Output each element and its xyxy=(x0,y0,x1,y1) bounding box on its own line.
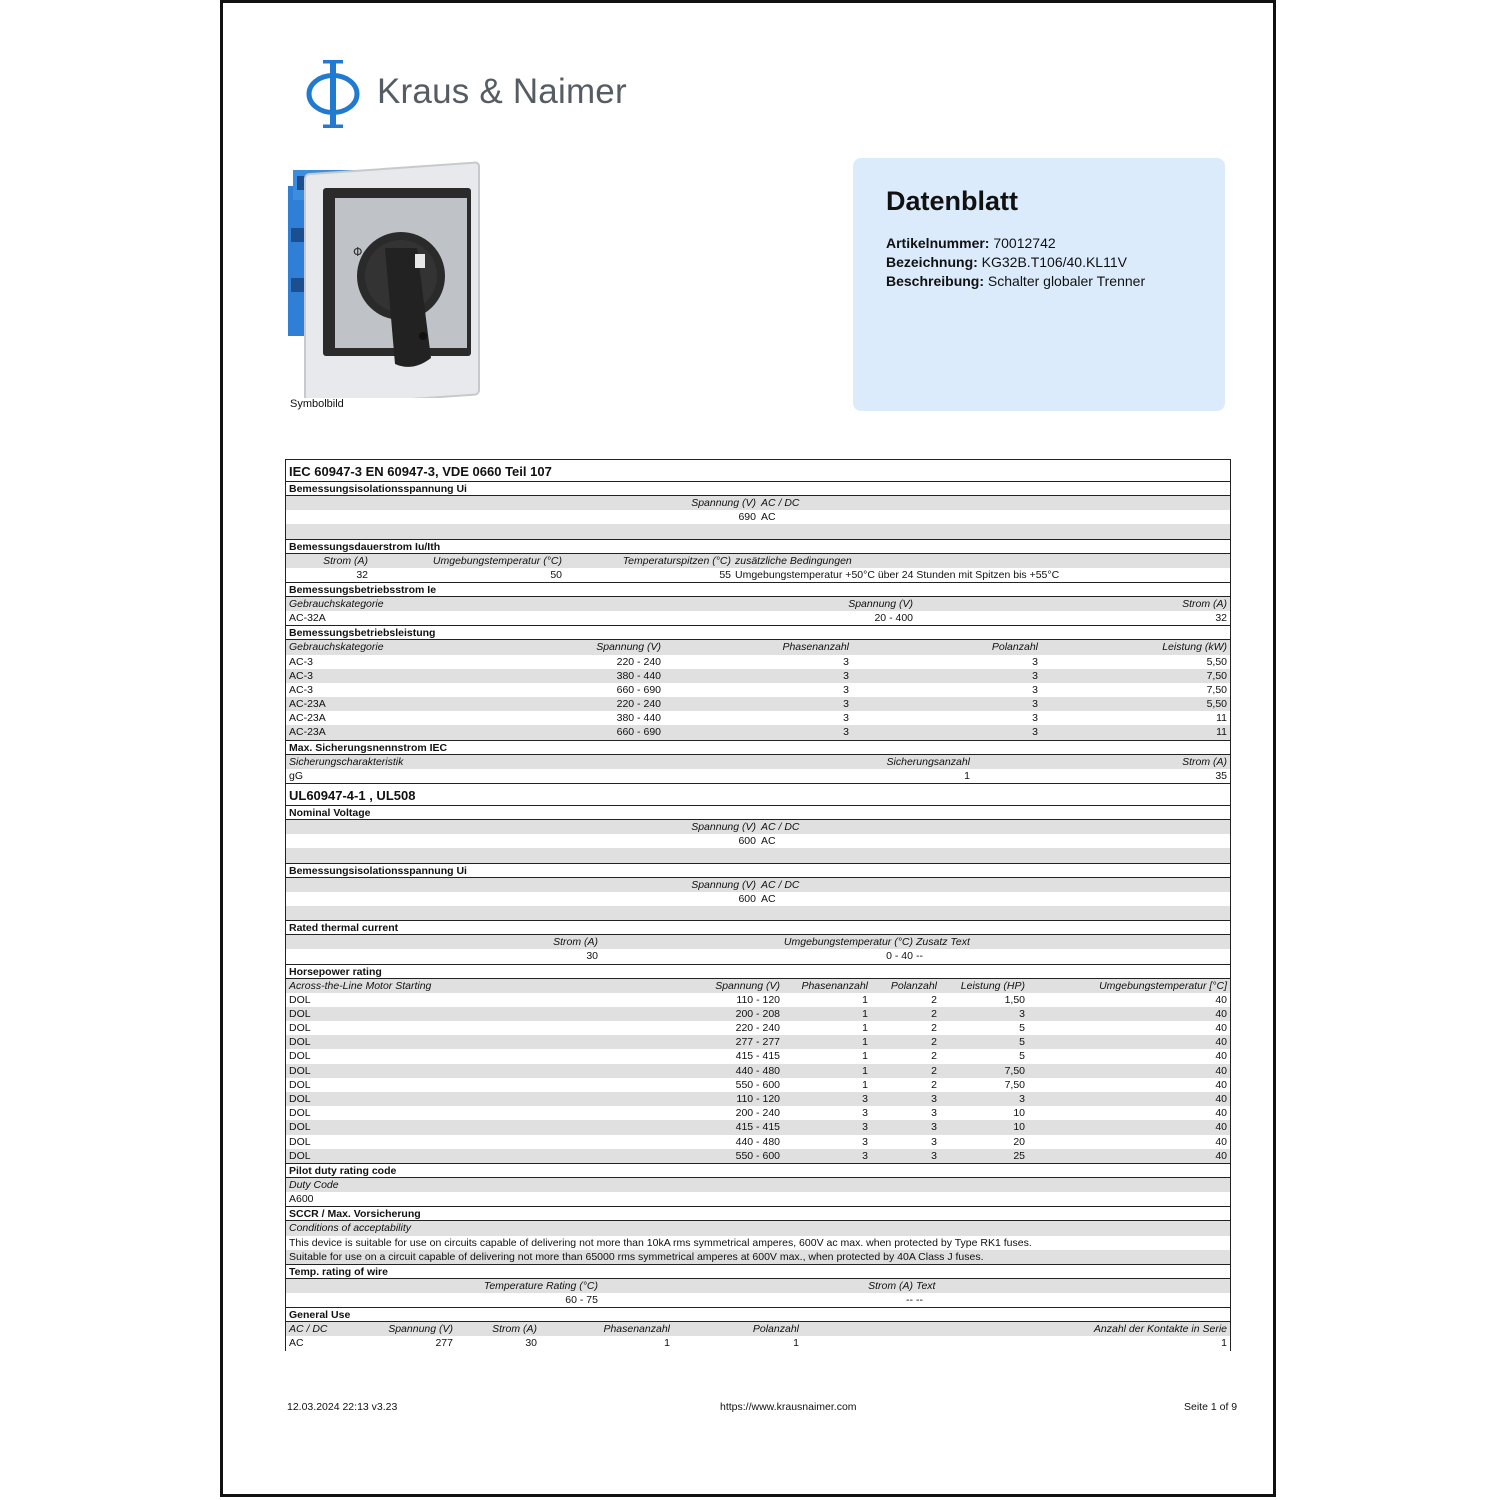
table-header-row: Across-the-Line Motor Starting Spannung (V) Phasenanzahl Polanzahl Leistung (HP) Umgebungstemperatur [°C] xyxy=(286,979,1230,993)
section-title: General Use xyxy=(286,1308,1230,1322)
table-header-row: Gebrauchskategorie Spannung (V) Phasenanzahl Polanzahl Leistung (kW) xyxy=(286,640,1230,654)
section-title: Bemessungsisolationsspannung Ui xyxy=(286,482,1230,496)
footer-page-number: Seite 1 of 9 xyxy=(1184,1401,1238,1413)
table-row: DOL 200 - 240 3 3 10 40 xyxy=(289,1107,1227,1120)
table-header-row: Sicherungscharakteristik Sicherungsanzahl Strom (A) xyxy=(286,755,1230,769)
table-row: DOL 110 - 120 3 3 3 40 xyxy=(286,1092,1230,1106)
image-caption: Symbolbild xyxy=(290,398,344,410)
section-title: SCCR / Max. Vorsicherung xyxy=(286,1207,1230,1221)
table-header-row: Strom (A) Umgebungstemperatur (°C) Zusatz Text xyxy=(286,935,1230,949)
table-header-row: Gebrauchskategorie Spannung (V) Strom (A) xyxy=(286,597,1230,611)
section-title: Horsepower rating xyxy=(286,965,1230,979)
table-row: This device is suitable for use on circuits capable of delivering not more than 10kA rms symmetrical amperes, 600V ac max. when protected by Type RK1 fuses. xyxy=(289,1236,1032,1249)
description: Beschreibung: Schalter globaler Trenner xyxy=(886,273,1146,289)
table-row: AC-3 380 - 440 3 3 7,50 xyxy=(286,669,1230,683)
table-row: A600 xyxy=(286,1192,1230,1207)
table-row: AC 277 30 1 1 1 xyxy=(289,1337,1227,1350)
table-row: AC-3 220 - 240 3 3 5,50 xyxy=(289,655,1227,668)
table-row: AC-23A 660 - 690 3 3 11 xyxy=(286,725,1230,740)
table-row: DOL 220 - 240 1 2 5 40 xyxy=(289,1022,1227,1035)
section-title: Temp. rating of wire xyxy=(286,1265,1230,1279)
table-header-row: Conditions of acceptability xyxy=(286,1221,1230,1235)
section-title: Pilot duty rating code xyxy=(286,1164,1230,1178)
table-row: AC-23A 380 - 440 3 3 11 xyxy=(289,712,1227,725)
brand-wordmark: Kraus & Naimer xyxy=(377,72,627,111)
table-row: 600 AC xyxy=(738,835,776,848)
page-title: Datenblatt xyxy=(886,186,1019,216)
article-number: Artikelnummer: 70012742 xyxy=(886,235,1056,251)
horsepower-rows xyxy=(286,993,1230,1164)
product-image xyxy=(283,158,483,398)
table-row: 60 - 75 -- -- xyxy=(286,1293,1230,1308)
table-row: DOL 110 - 120 1 2 1,50 40 xyxy=(289,993,1227,1006)
table-row: 32 50 55 Umgebungstemperatur +50°C über 24 Stunden mit Spitzen bis +55°C xyxy=(286,568,1230,583)
footer-timestamp: 12.03.2024 22:13 v3.23 xyxy=(287,1401,398,1413)
table-row: AC-3 660 - 690 3 3 7,50 xyxy=(289,683,1227,696)
designation: Bezeichnung: KG32B.T106/40.KL11V xyxy=(886,254,1127,270)
datasheet-page xyxy=(220,0,1276,1497)
table-row-spacer xyxy=(286,848,1230,863)
table-row: DOL 277 - 277 1 2 5 40 xyxy=(286,1035,1230,1049)
table-header-row: Duty Code xyxy=(286,1178,1230,1192)
table-header-row: Strom (A) Umgebungstemperatur (°C) Temperaturspitzen (°C) zusätzliche Bedingungen xyxy=(286,554,1230,568)
section-title: Bemessungsisolationsspannung Ui xyxy=(286,864,1230,878)
standard-heading-iec: IEC 60947-3 EN 60947-3, VDE 0660 Teil 107 xyxy=(286,460,1230,482)
standard-heading-ul: UL60947-4-1 , UL508 xyxy=(286,784,1230,806)
table-row: gG 1 35 xyxy=(286,769,1230,784)
table-header-row: Spannung (V) AC / DC xyxy=(286,496,1230,510)
table-header-row: AC / DC Spannung (V) Strom (A) Phasenanzahl Polanzahl Anzahl der Kontakte in Serie xyxy=(286,1322,1230,1336)
table-row: 600 AC xyxy=(738,892,776,905)
section-title: Max. Sicherungsnennstrom IEC xyxy=(286,741,1230,755)
table-row: AC-32A 20 - 400 32 xyxy=(286,611,1230,626)
phi-logo-icon xyxy=(303,58,365,130)
table-row-spacer xyxy=(286,906,1230,921)
table-row-spacer xyxy=(286,524,1230,539)
brand-logo xyxy=(303,58,663,130)
spec-table xyxy=(285,459,1231,1351)
section-title: Bemessungsdauerstrom Iu/Ith xyxy=(286,540,1230,554)
footer-url-link[interactable]: https://www.krausnaimer.com xyxy=(720,1401,857,1413)
table-row: 30 0 - 40 -- xyxy=(286,949,1230,964)
table-row: 690 AC xyxy=(738,511,776,524)
table-row: DOL 415 - 415 1 2 5 40 xyxy=(289,1050,1227,1063)
table-row: DOL 415 - 415 3 3 10 40 xyxy=(286,1120,1230,1134)
section-title: Bemessungsbetriebsstrom Ie xyxy=(286,583,1230,597)
section-title: Bemessungsbetriebsleistung xyxy=(286,626,1230,640)
table-row: DOL 550 - 600 1 2 7,50 40 xyxy=(289,1078,1227,1091)
table-row: DOL 200 - 208 1 2 3 40 xyxy=(286,1007,1230,1021)
table-row: DOL 550 - 600 3 3 25 40 xyxy=(286,1149,1230,1164)
table-row: DOL 440 - 480 1 2 7,50 40 xyxy=(286,1064,1230,1078)
table-row: DOL 440 - 480 3 3 20 40 xyxy=(289,1135,1227,1148)
section-title: Nominal Voltage xyxy=(286,806,1230,820)
svg-text:Φ: Φ xyxy=(353,245,363,259)
table-header-row: Temperature Rating (°C) Strom (A) Text xyxy=(286,1279,1230,1293)
section-title: Rated thermal current xyxy=(286,921,1230,935)
table-header-row: Spannung (V) AC / DC xyxy=(286,878,1230,892)
table-row: Suitable for use on a circuit capable of delivering not more than 65000 rms symmetrical amperes at 600V max., when protected by 40A Class J fuses. xyxy=(286,1250,1230,1265)
table-header-row: Spannung (V) AC / DC xyxy=(286,820,1230,834)
info-box xyxy=(853,158,1225,411)
table-row: AC-23A 220 - 240 3 3 5,50 xyxy=(286,697,1230,711)
